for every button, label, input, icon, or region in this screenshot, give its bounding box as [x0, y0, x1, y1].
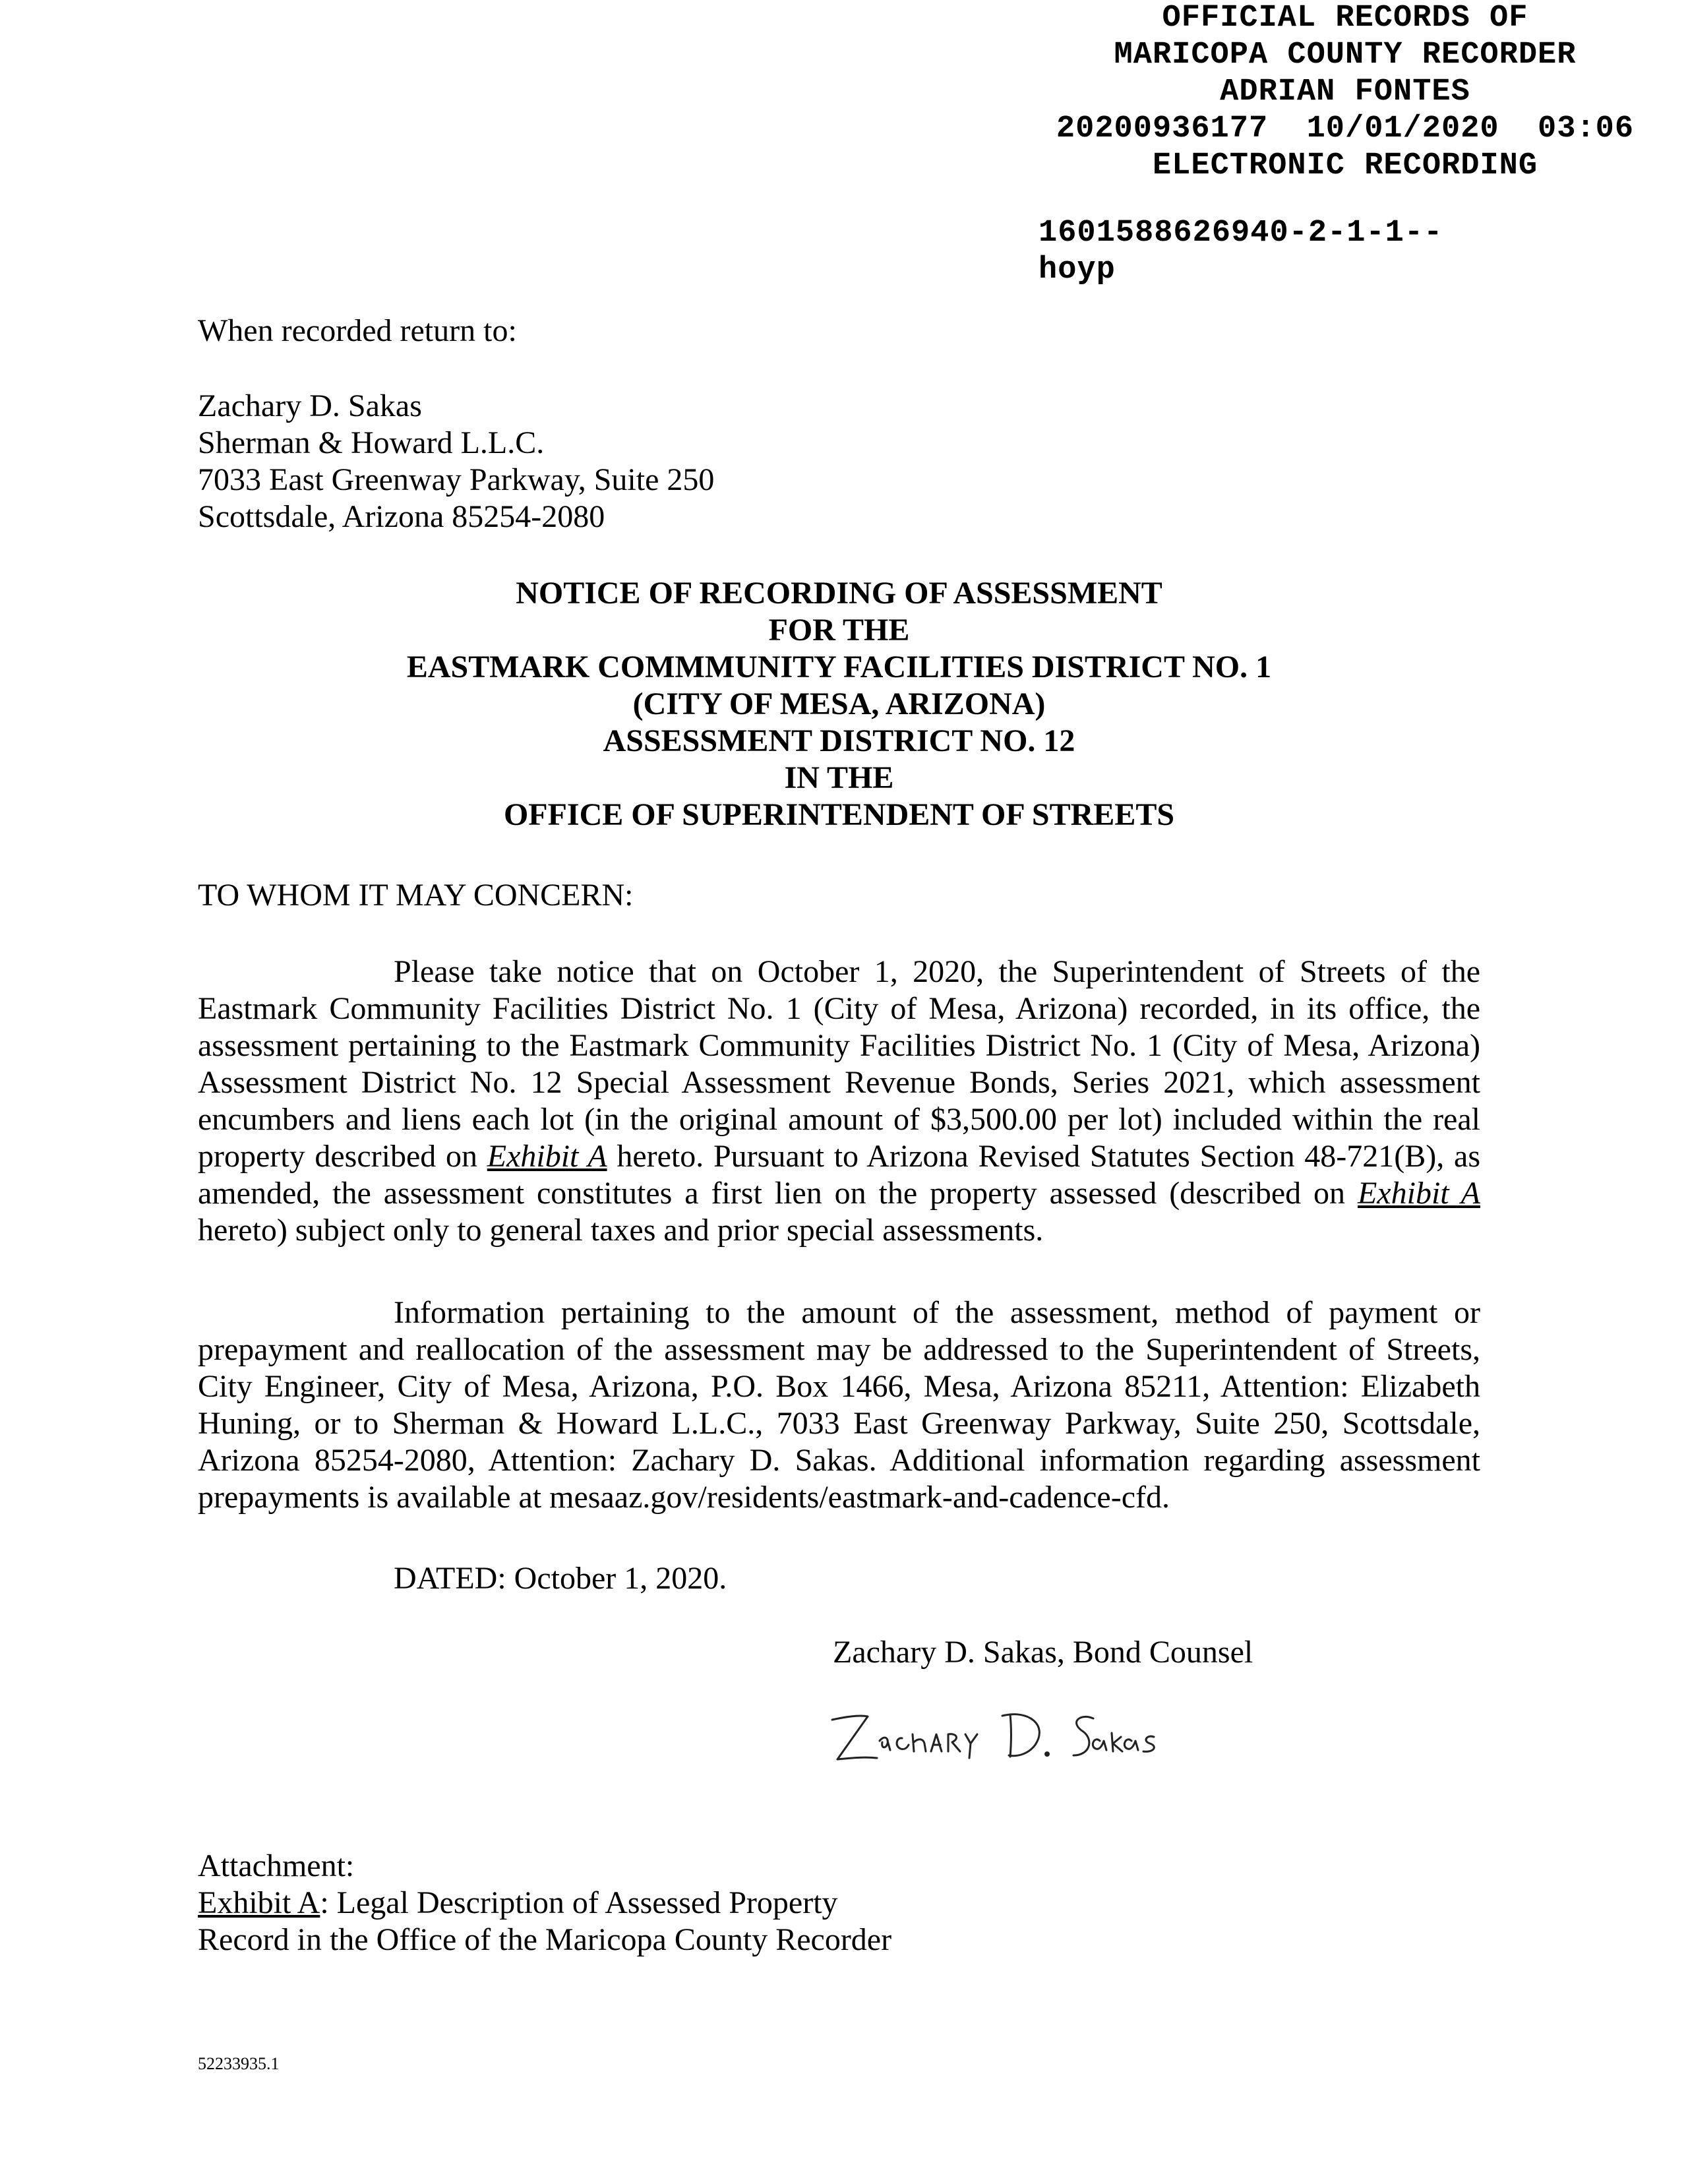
stamp-line-5: ELECTRONIC RECORDING	[1152, 148, 1538, 183]
attachment-record-note: Record in the Office of the Maricopa County Recorder	[198, 1922, 892, 1957]
title-line-5: ASSESSMENT DISTRICT NO. 12	[603, 723, 1075, 758]
stamp-recording-number: 20200936177 10/01/2020 03:06	[1056, 111, 1635, 146]
title-line-2: FOR THE	[768, 613, 910, 648]
attachment-section	[198, 1848, 891, 1958]
notice-text-3: hereto) subject only to general taxes and prior special assessments.	[198, 1213, 1044, 1248]
return-name: Zachary D. Sakas	[198, 388, 422, 423]
document-number: 52233935.1	[198, 2054, 280, 2073]
attachment-exhibit	[198, 1885, 891, 1922]
return-to-label: When recorded return to:	[198, 313, 517, 348]
stamp-code-line-2: hoyp	[1039, 253, 1116, 288]
signatory-line: Zachary D. Sakas, Bond Counsel	[833, 1635, 1253, 1670]
salutation: TO WHOM IT MAY CONCERN:	[198, 878, 634, 913]
attachment-label: Attachment:	[198, 1848, 355, 1883]
title-line-4: (CITY OF MESA, ARIZONA)	[632, 686, 1046, 721]
exhibit-reference: Exhibit A	[487, 1139, 607, 1174]
stamp-line-1: OFFICIAL RECORDS OF	[1162, 1, 1528, 36]
information-paragraph: Information pertaining to the amount of the assessment, method of payment or prepayment and reallocation of the assessment may be addressed to the Superintendent of Streets, City Engineer, City of Mesa, Arizona, P.O. Box 1466, Mesa, Arizona 85211, Attention: Elizabeth Huning, or to Sherman & Howard L.L.C., 7033 East Greenway Parkway, Suite 250, Scottsdale, Arizona 85254-2080, Attention: Zachary D. Sakas. Additional information regarding assessment prepayments is available at mesaaz.gov/residents/eastmark-and-cadence-cfd.	[198, 1295, 1480, 1515]
exhibit-reference: Exhibit A	[1357, 1176, 1480, 1211]
exhibit-a-description: : Legal Description of Assessed Property	[320, 1885, 838, 1920]
stamp-line-2: MARICOPA COUNTY RECORDER	[1114, 38, 1577, 73]
title-line-7: OFFICE OF SUPERINTENDENT OF STREETS	[503, 797, 1175, 832]
dated-line: DATED: October 1, 2020.	[394, 1561, 727, 1596]
notice-paragraph	[198, 954, 1480, 1249]
stamp-code-line-1: 1601588626940-2-1-1--	[1039, 216, 1443, 251]
notice-text-1: Please take notice that on October 1, 2020, the Superintendent of Streets of the Eastmark Community Facilities District No. 1 (City of Mesa, Arizona) recorded, in its office, the assessment pertaining to the Eastmark Community Facilities District No. 1 (City of Mesa, Arizona) Assessment District No. 12 Special Assessment Revenue Bonds, Series 2021, which assessment encumbers and liens each lot (in the original amount of $3,500.00 per lot) included within the real property described on	[198, 954, 1480, 1174]
title-line-1: NOTICE OF RECORDING OF ASSESSMENT	[516, 576, 1162, 611]
return-address	[198, 388, 714, 535]
title-line-6: IN THE	[784, 760, 894, 795]
document-title	[198, 575, 1480, 834]
title-line-3: EASTMARK COMMMUNITY FACILITIES DISTRICT NO. 1	[406, 650, 1272, 684]
handwritten-signature	[824, 1695, 1180, 1780]
stamp-line-3: ADRIAN FONTES	[1220, 75, 1470, 109]
recorder-stamp	[1015, 0, 1675, 289]
notice-text-2: hereto. Pursuant to Arizona Revised Statutes Section 48-721(B), as amended, the assessment constitutes a first lien on the property assessed (described on	[198, 1139, 1480, 1211]
exhibit-a-label: Exhibit A	[198, 1885, 320, 1920]
return-street: 7033 East Greenway Parkway, Suite 250	[198, 462, 715, 497]
return-city: Scottsdale, Arizona 85254-2080	[198, 499, 605, 534]
return-firm: Sherman & Howard L.L.C.	[198, 425, 545, 460]
